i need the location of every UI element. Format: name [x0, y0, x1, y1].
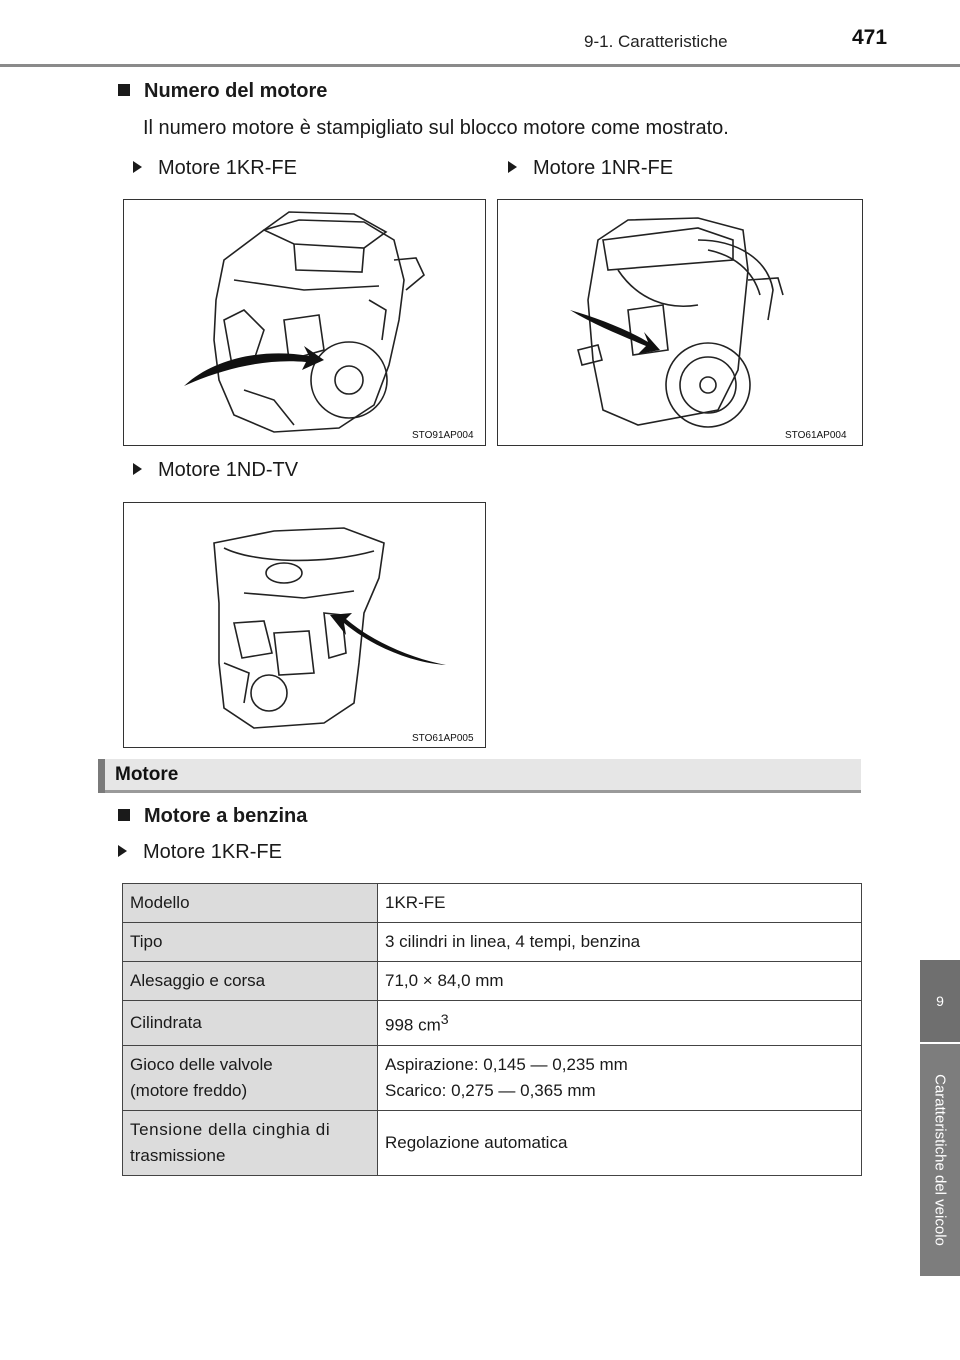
figure-code-1nd: STO61AP005 — [412, 733, 474, 744]
spec-key: Tipo — [123, 923, 378, 962]
spec-value: 1KR-FE — [378, 884, 862, 923]
spec-value-line: Scarico: 0,275 — 0,365 mm — [385, 1080, 596, 1100]
engine-1kr-sublabel-text: Motore 1KR-FE — [143, 841, 282, 863]
spec-key: Cilindrata — [123, 1001, 378, 1046]
engine-figure-1kr — [123, 199, 486, 446]
chapter-number-tab: 9 — [920, 960, 960, 1042]
indicator-arrow-icon — [570, 310, 660, 354]
square-bullet-icon — [118, 84, 130, 96]
spec-key — [123, 1045, 378, 1110]
spec-value: 71,0 × 84,0 mm — [378, 962, 862, 1001]
figure-code-1kr: STO91AP004 — [412, 430, 474, 441]
engine-1kr-sublabel — [118, 841, 282, 864]
table-row — [123, 962, 862, 1001]
section-title: 9-1. Caratteristiche — [584, 32, 728, 51]
spec-key-line: (motore freddo) — [130, 1080, 248, 1100]
petrol-engine-heading — [118, 805, 307, 828]
table-row — [123, 1110, 862, 1175]
spec-key-line: trasmissione — [130, 1145, 226, 1165]
engine-1kr-illustration — [124, 200, 485, 445]
page-number: 471 — [852, 26, 888, 49]
table-row — [123, 884, 862, 923]
figure-label-1nr-text: Motore 1NR-FE — [533, 157, 674, 179]
figure-label-1kr-text: Motore 1KR-FE — [158, 157, 297, 179]
section-header-title: Motore — [115, 764, 179, 785]
section-header-bar — [98, 759, 105, 793]
triangle-bullet-icon — [133, 463, 142, 475]
figure-code-1nr: STO61AP004 — [785, 430, 847, 441]
section-header-motore — [98, 759, 861, 793]
engine-number-heading-text: Numero del motore — [144, 80, 328, 102]
indicator-arrow-icon — [330, 613, 446, 665]
chapter-title: Caratteristiche del veicolo — [931, 1074, 949, 1246]
engine-figure-1nr — [497, 199, 863, 446]
triangle-bullet-icon — [118, 845, 127, 857]
spec-key: Alesaggio e corsa — [123, 962, 378, 1001]
triangle-bullet-icon — [133, 161, 142, 173]
engine-1nd-illustration — [124, 503, 485, 747]
figure-label-1nd — [133, 459, 298, 482]
engine-spec-table — [122, 883, 862, 1176]
spec-value: 3 cilindri in linea, 4 tempi, benzina — [378, 923, 862, 962]
spec-key-line: Tensione della cinghia di — [130, 1119, 331, 1139]
chapter-title-tab — [920, 1044, 960, 1276]
spec-key: Modello — [123, 884, 378, 923]
engine-number-text: Il numero motore è stampigliato sul blocco motore come mostrato. — [143, 117, 729, 139]
figure-label-1nr — [508, 157, 673, 180]
figure-label-1nd-text: Motore 1ND-TV — [158, 459, 299, 481]
displacement-unit-exponent: 3 — [440, 1012, 449, 1028]
triangle-bullet-icon — [508, 161, 517, 173]
spec-key-line: Gioco delle valvole — [130, 1054, 273, 1074]
petrol-engine-heading-text: Motore a benzina — [144, 805, 308, 827]
square-bullet-icon — [118, 809, 130, 821]
displacement-value: 998 cm — [385, 1015, 441, 1035]
indicator-arrow-icon — [184, 346, 324, 386]
figure-label-1kr — [133, 157, 297, 180]
table-row — [123, 1045, 862, 1110]
spec-value — [378, 1001, 862, 1046]
table-row — [123, 923, 862, 962]
engine-number-heading — [118, 80, 327, 103]
header-rule — [0, 64, 960, 67]
spec-value: Regolazione automatica — [378, 1110, 862, 1175]
engine-figure-1nd — [123, 502, 486, 748]
spec-value-line: Aspirazione: 0,145 — 0,235 mm — [385, 1054, 628, 1074]
engine-1nr-illustration — [498, 200, 862, 445]
table-row — [123, 1001, 862, 1046]
spec-value — [378, 1045, 862, 1110]
spec-key — [123, 1110, 378, 1175]
